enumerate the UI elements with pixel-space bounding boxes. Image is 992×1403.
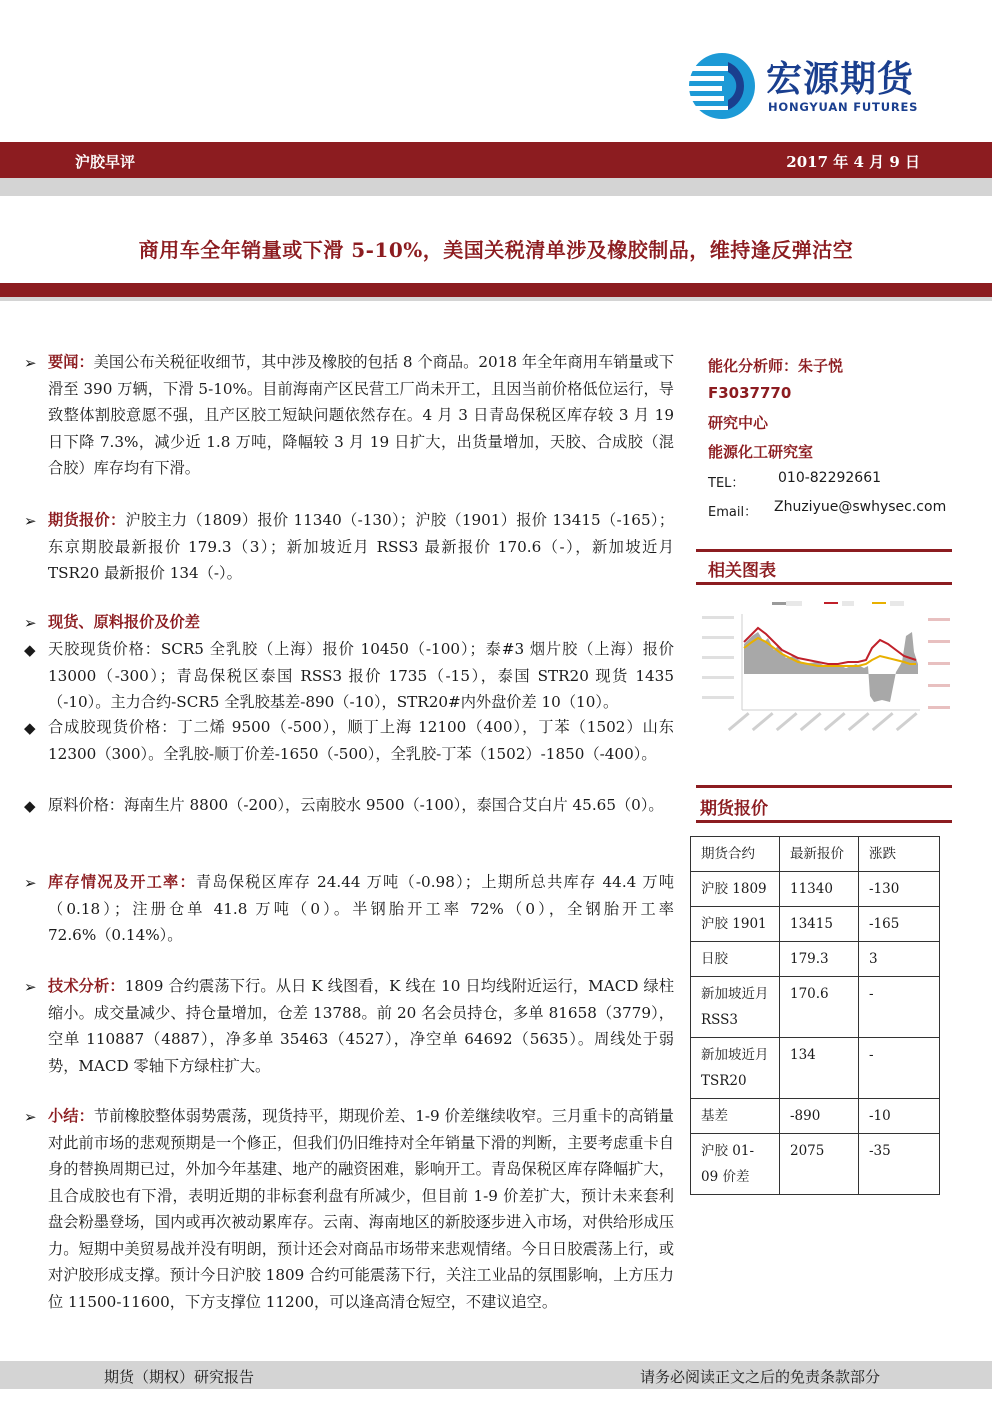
logo-english-name: HONGYUAN FUTURES: [768, 100, 919, 114]
report-type-label: 沪胶早评: [75, 153, 136, 171]
table-cell: -165: [859, 907, 940, 942]
table-row: [691, 1099, 940, 1134]
futures-key: 期货报价：: [48, 511, 126, 529]
tel-number: 010-82292661: [778, 470, 882, 486]
table-cell: 新加坡近月 TSR20: [691, 1038, 780, 1099]
summary-key: 小结：: [48, 1107, 94, 1125]
technical-paragraph: [48, 973, 674, 1079]
bullet-diamond-icon: ◆: [24, 641, 36, 659]
logo-chinese-name: 宏源期货: [766, 59, 915, 100]
news-key: 要闻：: [48, 353, 94, 371]
table-cell: 2075: [780, 1134, 859, 1195]
bullet-diamond-icon: ◆: [24, 719, 36, 737]
table-row: [691, 907, 940, 942]
inventory-paragraph: [48, 869, 674, 949]
table-row: [691, 942, 940, 977]
table-header-cell: 最新报价: [780, 837, 859, 872]
table-cell: -35: [859, 1134, 940, 1195]
inventory-key: 库存情况及开工率：: [48, 873, 196, 891]
table-cell: -: [859, 977, 940, 1038]
bullet-arrow-icon: ➢: [24, 354, 37, 372]
research-center: 研究中心: [708, 414, 769, 432]
spot-item-3: 原料价格：海南生片 8800（-200），云南胶水 9500（-100），泰国合艾白片 45.65（0）。: [48, 796, 664, 814]
report-title: 商用车全年销量或下滑 5-10%，美国关税清单涉及橡胶制品，维持逢反弹沽空: [138, 238, 854, 262]
technical-text: 1809 合约震荡下行。从日 K 线图看，K 线在 10 日均线附近运行，MACD 绿柱缩小。成交量减少、持仓量增加，仓差 13788。前 20 名会员持仓，多单 81658（3779），空单 110887（4887），净多单 35463（4527），净空单 64692（5635）。周线处于弱势，MACD 零轴下方绿柱扩大。: [48, 977, 675, 1075]
table-cell: 3: [859, 942, 940, 977]
table-row: [691, 977, 940, 1038]
title-gray-rule: [0, 297, 992, 301]
table-row: [691, 1134, 940, 1195]
bullet-arrow-icon: ➢: [24, 874, 37, 892]
section-rule: [696, 549, 952, 552]
table-cell: -: [859, 1038, 940, 1099]
footer-disclaimer-note: 请务必阅读正文之后的免责条款部分: [640, 1368, 881, 1386]
quote-table: [690, 836, 940, 1195]
table-header-cell: 期货合约: [691, 837, 780, 872]
bullet-arrow-icon: ➢: [24, 978, 37, 996]
section-rule: [696, 820, 952, 823]
table-cell: 沪胶 01-09 价差: [691, 1134, 780, 1195]
email-address: Zhuziyue@swhysec.com: [774, 499, 947, 515]
table-header-row: [691, 837, 940, 872]
table-cell: -10: [859, 1099, 940, 1134]
summary-text: 节前橡胶整体弱势震荡，现货持平，期现价差、1-9 价差继续收窄。三月重卡的高销量对此前市场的悲观预期是一个修正，但我们仍旧维持对全年销量下滑的判断，主要考虑重卡自身的替换周期已过，外加今年基建、地产的融资困难，影响开工。青岛保税区库存降幅扩大，且合成胶也有下滑，表明近期的非标套利盘有所减少，但目前 1-9 价差扩大，预计未来套利盘会粉墨登场，国内或再次被动累库存。云南、海南地区的新胶逐步进入市场，对供给形成压力。短期中美贸易战并没有明朗，预计还会对商品市场带来悲观情绪。今日日胶震荡上行，或对沪胶形成支撑。预计今日沪胶 1809 合约可能震荡下行，关注工业品的氛围影响，上方压力位 11500-11600，下方支撑位 11200，可以逢高清仓短空，不建议追空。: [48, 1107, 674, 1311]
company-logo-mark: [688, 52, 756, 120]
spot-item-2: 合成胶现货价格：丁二烯 9500（-500），顺丁上海 12100（400），丁苯（1502）山东 12300（300）。全乳胶-顺丁价差-1650（-500），全乳胶-丁苯（1502）-1850（-400）。: [48, 718, 674, 763]
inventory-text: 青岛保税区库存 24.44 万吨（-0.98）；上期所总共库存 44.4 万吨（0.18）；注册仓单 41.8 万吨（0）。半钢胎开工率 72%（0），全钢胎开工率 72.6%（0.14%）。: [48, 873, 675, 944]
table-cell: 日胶: [691, 942, 780, 977]
table-cell: 11340: [780, 872, 859, 907]
table-cell: 沪胶 1809: [691, 872, 780, 907]
related-chart-thumbnail: [696, 592, 952, 762]
section-rule: [696, 785, 952, 788]
table-cell: -130: [859, 872, 940, 907]
futures-text: 沪胶主力（1809）报价 11340（-130）；沪胶（1901）报价 13415（-165）；东京期胶最新报价 179.3（3）；新加坡近月 RSS3 最新报价 170.6（-），新加坡近月 TSR20 最新报价 134（-）。: [48, 511, 675, 582]
table-cell: 179.3: [780, 942, 859, 977]
related-chart-heading: 相关图表: [708, 561, 776, 581]
bullet-diamond-icon: ◆: [24, 797, 36, 815]
header-gray-band: [0, 178, 992, 196]
email-label: Email：: [708, 505, 758, 520]
analyst-license: F3037770: [708, 384, 792, 402]
table-cell: 13415: [780, 907, 859, 942]
table-cell: -890: [780, 1099, 859, 1134]
footer-report-type: 期货（期权）研究报告: [104, 1368, 255, 1386]
spot-key: 现货、原料报价及价差: [48, 613, 200, 631]
table-cell: 基差: [691, 1099, 780, 1134]
table-cell: 134: [780, 1038, 859, 1099]
analyst-name: 能化分析师：朱子悦: [708, 357, 844, 375]
bullet-arrow-icon: ➢: [24, 512, 37, 530]
news-text: 美国公布关税征收细节，其中涉及橡胶的包括 8 个商品。2018 年全年商用车销量或下滑至 390 万辆，下滑 5-10%。目前海南产区民营工厂尚未开工，且因当前价格低位运行，导致整体割胶意愿不强，且产区胶工短缺问题依然存在。4 月 3 日青岛保税区库存较 3 月 19 日下降 7.3%，减少近 1.8 万吨，降幅较 3 月 19 日扩大，出货量增加，天胶、合成胶（混合胶）库存均有下滑。: [48, 353, 675, 477]
table-row: [691, 1038, 940, 1099]
futures-paragraph: [48, 507, 674, 587]
summary-paragraph: [48, 1103, 674, 1315]
bullet-arrow-icon: ➢: [24, 1108, 37, 1126]
news-paragraph: [48, 349, 674, 482]
spot-item-1: 天胶现货价格：SCR5 全乳胶（上海）报价 10450（-100）；泰#3 烟片胶（上海）报价 13000（-300）；青岛保税区泰国 RSS3 报价 1735（-15），泰国 STR20 现货 1435（-10）。主力合约-SCR5 全乳胶基差-890（-10），STR20#内外盘价差 10（10）。: [48, 640, 674, 711]
table-cell: 沪胶 1901: [691, 907, 780, 942]
table-row: [691, 872, 940, 907]
quote-heading: 期货报价: [700, 799, 768, 819]
section-rule: [696, 582, 952, 585]
table-cell: 170.6: [780, 977, 859, 1038]
title-rule: [0, 283, 992, 297]
tel-label: TEL：: [708, 476, 745, 491]
spot-heading: [48, 609, 674, 636]
report-date: 2017 年 4 月 9 日: [786, 153, 920, 171]
bullet-arrow-icon: ➢: [24, 614, 37, 632]
table-header-cell: 涨跌: [859, 837, 940, 872]
research-dept: 能源化工研究室: [708, 443, 814, 461]
technical-key: 技术分析：: [48, 977, 125, 995]
table-cell: 新加坡近月 RSS3: [691, 977, 780, 1038]
